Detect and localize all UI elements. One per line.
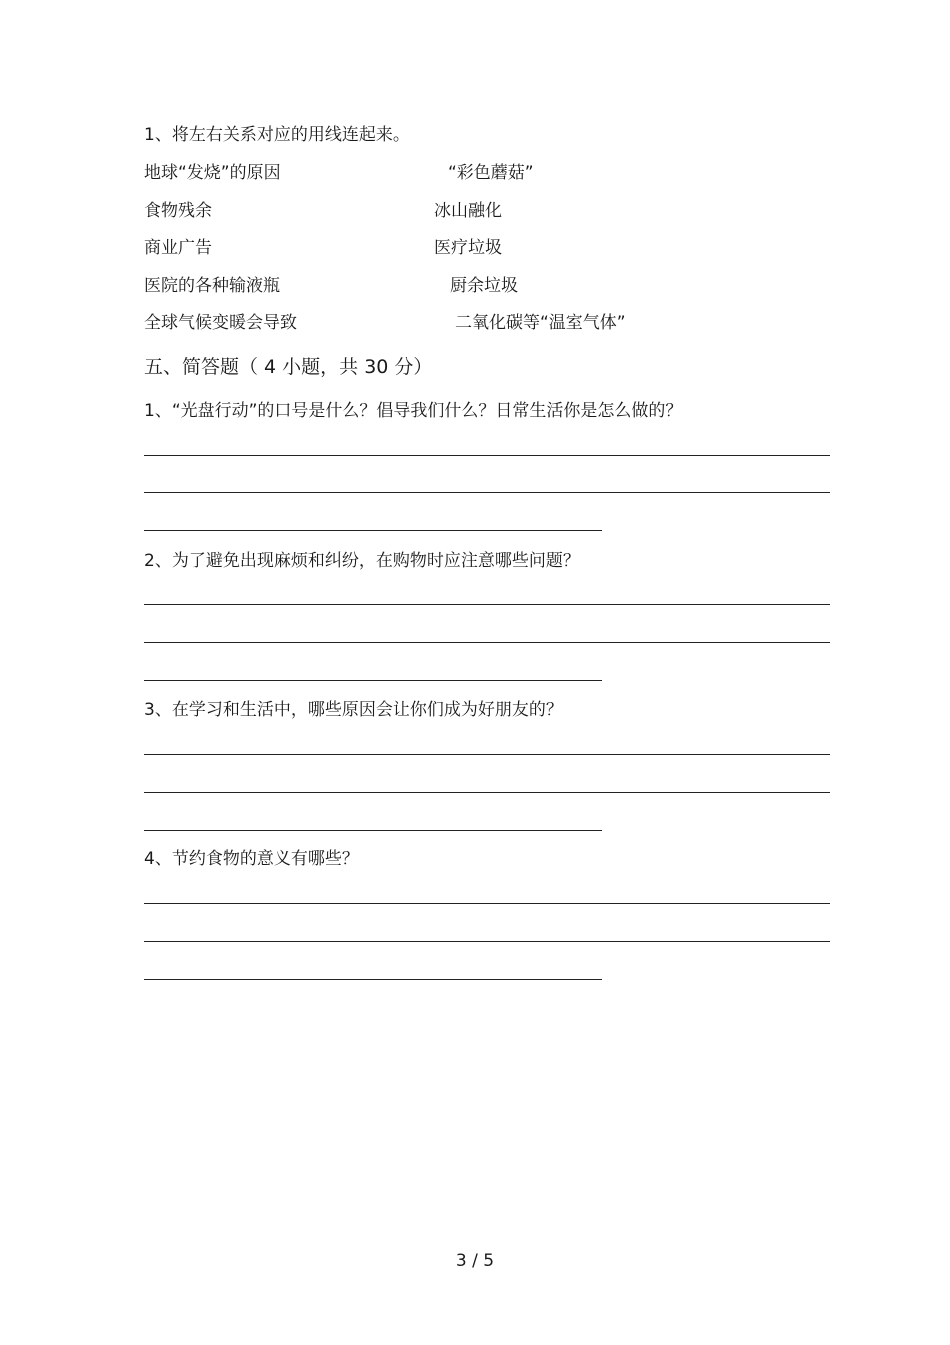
answer-line[interactable] <box>144 979 602 980</box>
matching-right-item: 医疗垃圾 <box>434 238 502 258</box>
matching-right-item: 厨余垃圾 <box>450 276 518 296</box>
answer-line[interactable] <box>144 530 602 531</box>
matching-right-item: 二氧化碳等“温室气体” <box>455 313 626 333</box>
page-number: 3 / 5 <box>455 1251 495 1271</box>
matching-left-item: 地球“发烧”的原因 <box>144 163 281 183</box>
answer-line[interactable] <box>144 941 830 942</box>
answer-line[interactable] <box>144 642 830 643</box>
answer-line[interactable] <box>144 455 830 456</box>
answer-line[interactable] <box>144 830 602 831</box>
matching-right-item: “彩色蘑菇” <box>448 163 534 183</box>
section-title: 五、简答题（ 4 小题，共 30 分） <box>144 356 433 378</box>
matching-left-item: 商业广告 <box>144 238 212 258</box>
matching-left-item: 全球气候变暖会导致 <box>144 313 297 333</box>
question-text: 3、在学习和生活中，哪些原因会让你们成为好朋友的？ <box>144 700 563 720</box>
question-text: 2、为了避免出现麻烦和纠纷，在购物时应注意哪些问题？ <box>144 551 580 571</box>
answer-line[interactable] <box>144 792 830 793</box>
answer-line[interactable] <box>144 492 830 493</box>
answer-line[interactable] <box>144 754 830 755</box>
answer-line[interactable] <box>144 680 602 681</box>
question-text: 4、节约食物的意义有哪些？ <box>144 849 359 869</box>
answer-line[interactable] <box>144 604 830 605</box>
question-text: 1、“光盘行动”的口号是什么？倡导我们什么？日常生活你是怎么做的？ <box>144 401 683 421</box>
matching-right-item: 冰山融化 <box>434 201 502 221</box>
answer-line[interactable] <box>144 903 830 904</box>
matching-left-item: 医院的各种输液瓶 <box>144 276 280 296</box>
matching-instruction: 1、将左右关系对应的用线连起来。 <box>144 125 410 145</box>
matching-left-item: 食物残余 <box>144 201 212 221</box>
